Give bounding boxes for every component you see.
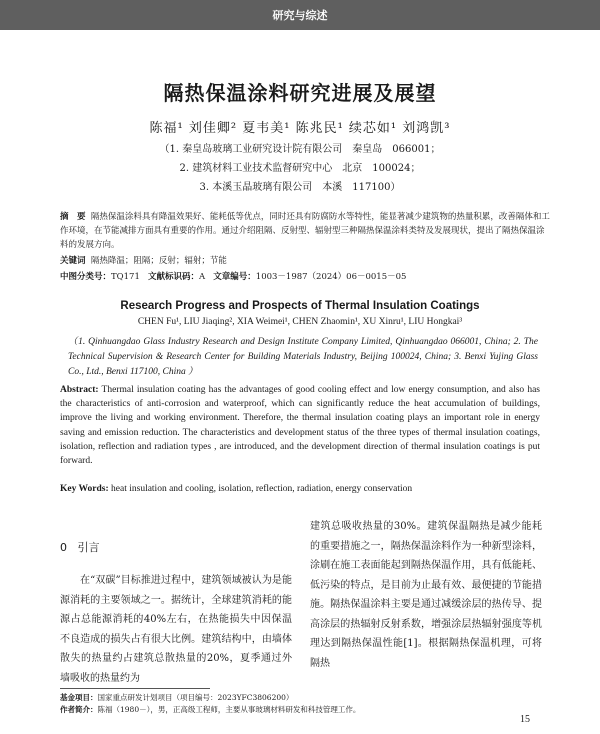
affiliation-cn-1: （1. 秦皇岛玻璃工业研究设计院有限公司 秦皇岛 066001； — [159, 144, 441, 155]
article-no: 1003－1987（2024）06－0015－05 — [255, 272, 407, 282]
keywords-cn-text: 隔热降温；阻隔；反射；辐射；节能 — [90, 256, 227, 266]
classification-code: TQ171 — [111, 272, 140, 282]
author-info-label: 作者简介： — [60, 705, 98, 714]
doc-code: A — [199, 272, 206, 282]
fund-text: 国家重点研发计划项目（项目编号：2023YFC3806200） — [97, 693, 294, 702]
abstract-en-text: Thermal insulation coating has the advantages of good cooling effect and low energy consumption, and also has the characteristics of anti-corrosion and waterproof, which can significantly reduce the heat accumulation of buildings, improve the living and working environment. Therefore, the thermal insulation coating plays an important role in energy saving and emission reduction. The characteristics and development status of the three types of thermal insulation coatings, isolation, reflection and radiation types , are introduced, and the development direction of thermal insulation coatings is put forward. — [60, 385, 540, 467]
author-info-text: 陈福（1980－），男，正高级工程师，主要从事玻璃材料研发和科技管理工作。 — [97, 705, 361, 714]
authors-en: CHEN Fu¹, LIU Jiaqing², XIA Weimei¹, CHEN Zhaomin¹, XU Xinru¹, LIU Hongkai³ — [137, 317, 463, 327]
keywords-cn — [60, 254, 550, 268]
affiliation-cn-3: 3. 本溪玉晶玻璃有限公司 本溪 117100） — [199, 182, 401, 193]
abstract-en — [60, 383, 540, 468]
page-number: 15 — [520, 714, 530, 725]
journal-header-bar — [0, 0, 600, 30]
section-heading — [60, 539, 100, 555]
classification-line — [60, 270, 550, 284]
section-label: 研究与综述 — [272, 9, 328, 22]
abstract-cn — [60, 210, 550, 252]
author-info-note — [60, 704, 360, 715]
doc-code-label: 文献标识码： — [148, 272, 200, 282]
section-title: 引言 — [77, 541, 100, 554]
title-cn: 隔热保温涂料研究进展及展望 — [163, 81, 437, 105]
body-column-right: 建筑总吸收热量的30%。建筑保温隔热是减少能耗的重要措施之一，隔热保温涂料作为一种新型涂料，涂刷在施工表面能起到隔热保温作用，具有低能耗、低污染的特点，是目前为止最有效、最便捷的节能措施。隔热保温涂料主要是通过减缓涂层的热传导、提高涂层的热辐射反射系数，增强涂层热辐射强度等机理达到隔热保温性能[1]。根据隔热保温机理，可将隔热 — [310, 521, 542, 669]
footnote-divider — [60, 688, 210, 689]
article-no-label: 文章编号： — [213, 272, 256, 282]
abstract-cn-text: 隔热保温涂料具有降温效果好、能耗低等优点，同时还具有防腐防水等特性，能显著减少建筑物的热量积累，改善隔体和工作环境，在节能减排方面具有重要的作用。通过介绍阻隔、反射型、辐射型三种隔热保温涂料类特及发展现状，提出了隔热保温涂料的发展方向。 — [60, 212, 550, 250]
affiliation-cn-2: 2. 建筑材料工业技术监督研究中心 北京 100024； — [179, 163, 421, 174]
section-number: 0 — [60, 541, 67, 554]
fund-label: 基金项目： — [60, 693, 98, 702]
abstract-en-label: Abstract: — [60, 385, 99, 395]
title-en: Research Progress and Prospects of Thermal Insulation Coatings — [120, 300, 480, 312]
affiliations-en: （1. Qinhuangdao Glass Industry Research and Design Institute Company Limited, Qinhuangdao 066001, China; 2. The Technical Supervision & Research Center for Building Materials Industry, Beijing 100024, China; 3. Benxi Yujing Glass Co., Ltd., Benxi 117100, China ） — [68, 337, 538, 377]
fund-note — [60, 692, 293, 703]
body-column-left: 在“双碳”目标推进过程中，建筑领域被认为是能源消耗的主要领域之一。据统计，全球建筑消耗的能源占总能源消耗的40%左右，在热能损失中因保温不良造成的损失占有很大比例。建筑结构中，由墙体散失的热量约占建筑总散热量的20%，夏季通过外墙吸收的热量约为 — [60, 575, 292, 684]
keywords-en-text: heat insulation and cooling, isolation, reflection, radiation, energy conservation — [111, 484, 413, 494]
abstract-cn-label: 摘 要 — [60, 212, 86, 222]
authors-cn: 陈福¹ 刘佳卿² 夏韦美¹ 陈兆民¹ 续芯如¹ 刘鸿凯³ — [149, 121, 451, 136]
keywords-en-label: Key Words: — [60, 484, 109, 494]
keywords-en — [60, 484, 540, 494]
classification-label: 中图分类号： — [60, 272, 112, 282]
keywords-cn-label: 关键词 — [60, 256, 86, 266]
